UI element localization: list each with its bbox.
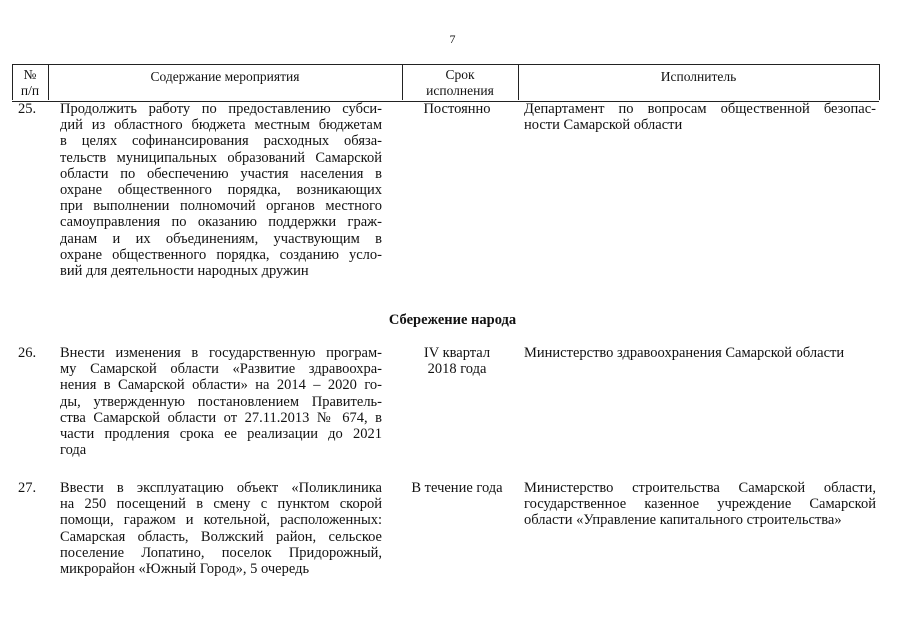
content-line: самоуправления по оказанию поддержки граж- bbox=[60, 214, 382, 231]
row-content bbox=[60, 101, 382, 279]
row-content bbox=[60, 345, 382, 458]
content-line: Самарская область, Волжский район, сельское bbox=[60, 528, 382, 545]
content-line: на 250 посещений в смену с пунктом скорой bbox=[60, 496, 382, 513]
content-line: Ввести в эксплуатацию объект «Поликлиника bbox=[60, 480, 382, 496]
content-line: микрорайон «Южный Город», 5 очередь bbox=[60, 561, 310, 578]
header-content: Содержание мероприятия bbox=[150, 69, 300, 84]
row-term bbox=[398, 480, 516, 496]
header-term-line1: Срок bbox=[445, 67, 475, 82]
content-line: помощи, гаражом и котельной, расположенных: bbox=[60, 512, 382, 529]
header-divider bbox=[48, 64, 49, 100]
row-number: 27. bbox=[18, 480, 37, 496]
content-line: вий для деятельности народных дружин bbox=[60, 263, 309, 280]
content-line: ства Самарской области от 27.11.2013 № 674, в bbox=[60, 409, 382, 426]
content-line: области по обеспечению участия населения в bbox=[60, 165, 382, 182]
header-num bbox=[12, 65, 48, 101]
row-term bbox=[398, 345, 516, 377]
executor-line: Министерство строительства Самарской области, bbox=[524, 480, 876, 496]
header-term-line2: исполнения bbox=[426, 83, 494, 98]
content-line: дий из областного бюджета местным бюджетам bbox=[60, 117, 382, 134]
executor-line: ности Самарской области bbox=[524, 117, 683, 134]
header-divider bbox=[518, 64, 519, 100]
content-line: ды, утвержденную постановлением Правитель- bbox=[60, 393, 382, 410]
table-header bbox=[12, 64, 879, 102]
term-line: IV квартал bbox=[423, 345, 491, 361]
content-line: охране общественного порядка, созданию усло- bbox=[60, 246, 382, 263]
header-divider bbox=[402, 64, 403, 100]
content-line: данам и их объединениям, участвующим в bbox=[60, 230, 382, 247]
content-line: при выполнении полномочий органов местного bbox=[60, 198, 382, 215]
row-executor bbox=[524, 101, 876, 133]
header-divider bbox=[12, 64, 13, 100]
content-line: нения в Самарской области» на 2014 – 2020 го- bbox=[60, 377, 382, 394]
row-executor bbox=[524, 480, 876, 529]
section-title: Сбережение народа bbox=[388, 312, 517, 328]
term-line: 2018 года bbox=[427, 361, 487, 378]
page-number: 7 bbox=[449, 32, 456, 46]
row-content bbox=[60, 480, 382, 577]
row-term bbox=[398, 101, 516, 117]
header-executor: Исполнитель bbox=[660, 69, 737, 84]
row-number: 26. bbox=[18, 345, 37, 361]
content-line: поселение Лопатино, поселок Придорожный, bbox=[60, 544, 382, 561]
content-line: охране общественного порядка, возникающих bbox=[60, 182, 382, 199]
row-executor bbox=[524, 345, 876, 361]
executor-line: Департамент по вопросам общественной безопас- bbox=[524, 101, 876, 117]
content-line: тельств муниципальных образований Самарской bbox=[60, 149, 382, 166]
content-line: года bbox=[60, 442, 87, 459]
header-divider bbox=[879, 64, 880, 100]
content-line: части продления срока ее реализации до 2021 bbox=[60, 426, 382, 443]
term-line: Постоянно bbox=[423, 101, 491, 117]
row-number: 25. bbox=[18, 101, 37, 117]
executor-line: Министерство здравоохранения Самарской области bbox=[524, 345, 845, 361]
content-line: в целях софинансирования расходных обяза- bbox=[60, 133, 382, 150]
content-line: му Самарской области «Развитие здравоохра- bbox=[60, 361, 382, 378]
executor-line: области «Управление капитального строительства» bbox=[524, 512, 842, 529]
header-num-line2: п/п bbox=[20, 83, 40, 98]
content-line: Внести изменения в государственную програм- bbox=[60, 345, 382, 361]
header-num-line1: № bbox=[23, 67, 37, 82]
header-term bbox=[402, 65, 518, 101]
term-line: В течение года bbox=[411, 480, 503, 496]
content-line: Продолжить работу по предоставлению субси- bbox=[60, 101, 382, 117]
executor-line: государственное казенное учреждение Самарской bbox=[524, 496, 876, 513]
